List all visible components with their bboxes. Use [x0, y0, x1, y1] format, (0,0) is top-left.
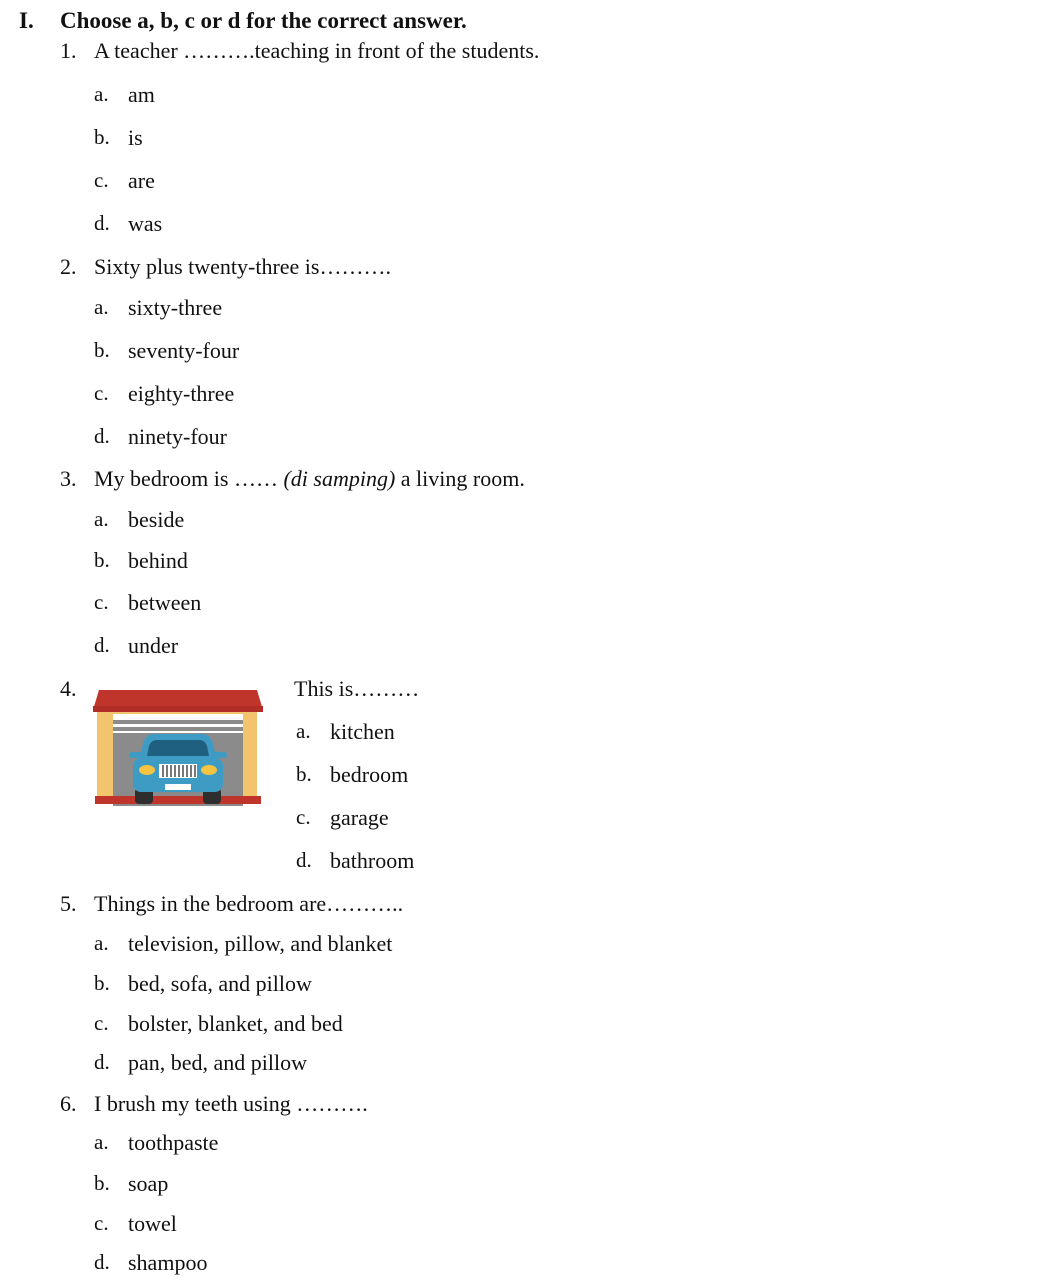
- option-label: b.: [94, 548, 110, 572]
- section-number: I.: [19, 8, 34, 33]
- question-number: 4.: [60, 676, 77, 701]
- option-text[interactable]: was: [128, 211, 163, 236]
- option-label: c.: [94, 1011, 109, 1035]
- question-number: 6.: [60, 1091, 77, 1116]
- option-label: b.: [94, 1171, 110, 1195]
- option-label: c.: [296, 805, 311, 829]
- question-text-before: My bedroom is ……: [94, 466, 284, 491]
- option-text[interactable]: under: [128, 633, 179, 658]
- option-text[interactable]: ninety-four: [128, 424, 227, 449]
- option-text[interactable]: am: [128, 82, 155, 107]
- question-text: I brush my teeth using ……….: [94, 1091, 368, 1116]
- question-text: [94, 468, 525, 490]
- option-label: d.: [94, 1050, 110, 1074]
- option-label: a.: [296, 719, 311, 743]
- option-label: d.: [94, 633, 110, 657]
- option-text[interactable]: shampoo: [128, 1250, 208, 1275]
- option-label: c.: [94, 168, 109, 192]
- option-label: a.: [94, 82, 109, 106]
- question-text: This is………: [294, 676, 420, 701]
- question-text-italic: (di samping): [283, 466, 396, 491]
- question-text: A teacher ……….teaching in front of the students.: [94, 38, 540, 63]
- option-text[interactable]: sixty-three: [128, 295, 223, 320]
- option-text[interactable]: are: [128, 168, 155, 193]
- section-title: Choose a, b, c or d for the correct answer.: [60, 8, 467, 33]
- question-text: Things in the bedroom are………..: [94, 891, 404, 916]
- option-label: a.: [94, 931, 109, 955]
- option-label: b.: [94, 338, 110, 362]
- option-label: b.: [296, 762, 312, 786]
- option-text[interactable]: bedroom: [330, 762, 409, 787]
- option-label: a.: [94, 295, 109, 319]
- option-label: c.: [94, 381, 109, 405]
- option-text[interactable]: beside: [128, 507, 185, 532]
- option-label: b.: [94, 125, 110, 149]
- option-text[interactable]: pan, bed, and pillow: [128, 1050, 308, 1075]
- option-text[interactable]: is: [128, 125, 143, 150]
- option-label: c.: [94, 1211, 109, 1235]
- option-text[interactable]: behind: [128, 548, 188, 573]
- option-text[interactable]: bolster, blanket, and bed: [128, 1011, 343, 1036]
- question-number: 2.: [60, 254, 77, 279]
- question-text-after: a living room.: [395, 466, 525, 491]
- option-label: d.: [94, 424, 110, 448]
- question-number: 1.: [60, 38, 77, 63]
- option-text[interactable]: garage: [330, 805, 389, 830]
- option-label: d.: [94, 1250, 110, 1274]
- option-label: a.: [94, 507, 109, 531]
- option-label: d.: [94, 211, 110, 235]
- option-text[interactable]: soap: [128, 1171, 169, 1196]
- option-text[interactable]: kitchen: [330, 719, 395, 744]
- option-label: a.: [94, 1130, 109, 1154]
- option-text[interactable]: towel: [128, 1211, 177, 1236]
- option-text[interactable]: toothpaste: [128, 1130, 219, 1155]
- option-text[interactable]: seventy-four: [128, 338, 240, 363]
- question-text: Sixty plus twenty-three is……….: [94, 254, 391, 279]
- question-number: 5.: [60, 891, 77, 916]
- option-text[interactable]: bed, sofa, and pillow: [128, 971, 312, 996]
- option-label: d.: [296, 848, 312, 872]
- option-text[interactable]: television, pillow, and blanket: [128, 931, 393, 956]
- option-label: c.: [94, 590, 109, 614]
- option-text[interactable]: between: [128, 590, 202, 615]
- question-number: 3.: [60, 466, 77, 491]
- option-text[interactable]: bathroom: [330, 848, 415, 873]
- option-text[interactable]: eighty-three: [128, 381, 235, 406]
- option-label: b.: [94, 971, 110, 995]
- garage-car-icon: [93, 688, 263, 808]
